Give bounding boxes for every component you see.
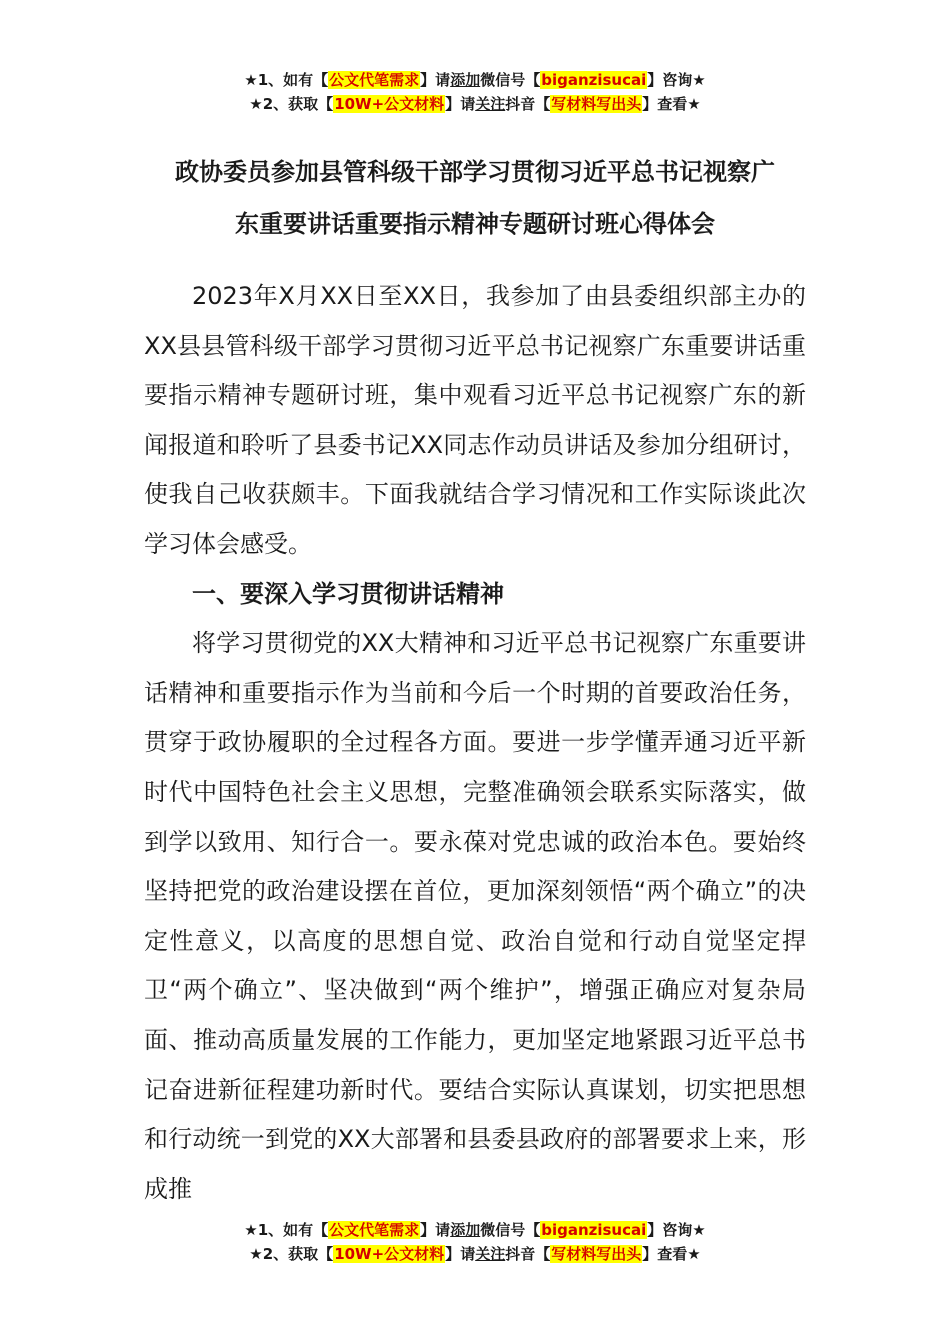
ad-highlight: 写材料写出头 bbox=[551, 95, 642, 113]
ad-line-2 bbox=[0, 1242, 950, 1266]
ad-underline: 关注 bbox=[475, 1245, 506, 1263]
ad-text: ★2、获取【 bbox=[249, 1245, 334, 1263]
ad-highlight: 写材料写出头 bbox=[551, 1245, 642, 1263]
ad-text: 】咨询★ bbox=[647, 1221, 706, 1239]
ad-banner-top bbox=[0, 68, 950, 116]
ad-highlight: 公文代笔需求 bbox=[329, 71, 420, 89]
ad-underline: 添加 bbox=[450, 1221, 481, 1239]
title-line-1: 政协委员参加县管科级干部学习贯彻习近平总书记视察广 bbox=[175, 158, 775, 186]
ad-text: 抖音【 bbox=[505, 1245, 551, 1263]
ad-text: 微信号【 bbox=[480, 1221, 541, 1239]
ad-text: ★1、如有【 bbox=[244, 71, 329, 89]
section-heading-1: 一、要深入学习贯彻讲话精神 bbox=[192, 579, 504, 608]
ad-line-2 bbox=[0, 92, 950, 116]
ad-text: 】咨询★ bbox=[647, 71, 706, 89]
ad-highlight: 10W+公文材料 bbox=[334, 1245, 445, 1263]
document-title bbox=[100, 146, 850, 250]
ad-line-1 bbox=[0, 68, 950, 92]
ad-text: ★1、如有【 bbox=[244, 1221, 329, 1239]
ad-text: 抖音【 bbox=[505, 95, 551, 113]
title-line-2: 东重要讲话重要指示精神专题研讨班心得体会 bbox=[235, 210, 715, 238]
ad-text: 】请 bbox=[445, 1245, 476, 1263]
ad-underline: 添加 bbox=[450, 71, 481, 89]
ad-text: 】请 bbox=[420, 1221, 451, 1239]
ad-highlight: biganzisucai bbox=[541, 1221, 647, 1239]
ad-underline: 关注 bbox=[475, 95, 506, 113]
ad-highlight: biganzisucai bbox=[541, 71, 647, 89]
ad-text: 微信号【 bbox=[480, 71, 541, 89]
ad-highlight: 10W+公文材料 bbox=[334, 95, 445, 113]
ad-line-1 bbox=[0, 1218, 950, 1242]
paragraph-section-1: 将学习贯彻党的XX大精神和习近平总书记视察广东重要讲话精神和重要指示作为当前和今后一个时期的首要政治任务，贯穿于政协履职的全过程各方面。要进一步学懂弄通习近平新时代中国特色社会主义思想，完整准确领会联系实际落实，做到学以致用、知行合一。要永葆对党忠诚的政治本色。要始终坚持把党的政治建设摆在首位，更加深刻领悟“两个确立”的决定性意义，以高度的思想自觉、政治自觉和行动自觉坚定捍卫“两个确立”、坚决做到“两个维护”，增强正确应对复杂局面、推动高质量发展的工作能力，更加坚定地紧跟习近平总书记奋进新征程建功新时代。要结合实际认真谋划，切实把思想和行动统一到党的XX大部署和县委县政府的部署要求上来，形成推 bbox=[144, 629, 806, 1203]
ad-text: 】请 bbox=[445, 95, 476, 113]
document-body bbox=[144, 272, 806, 1214]
ad-text: 】查看★ bbox=[642, 95, 701, 113]
paragraph-intro: 2023年X月XX日至XX日，我参加了由县委组织部主办的XX县县管科级干部学习贯彻习近平总书记视察广东重要讲话重要指示精神专题研讨班，集中观看习近平总书记视察广东的新闻报道和聆听了县委书记XX同志作动员讲话及参加分组研讨，使我自己收获颇丰。下面我就结合学习情况和工作实际谈此次学习体会感受。 bbox=[144, 282, 806, 558]
ad-highlight: 公文代笔需求 bbox=[329, 1221, 420, 1239]
ad-text: 】请 bbox=[420, 71, 451, 89]
ad-text: 】查看★ bbox=[642, 1245, 701, 1263]
ad-banner-bottom bbox=[0, 1218, 950, 1266]
ad-text: ★2、获取【 bbox=[249, 95, 334, 113]
